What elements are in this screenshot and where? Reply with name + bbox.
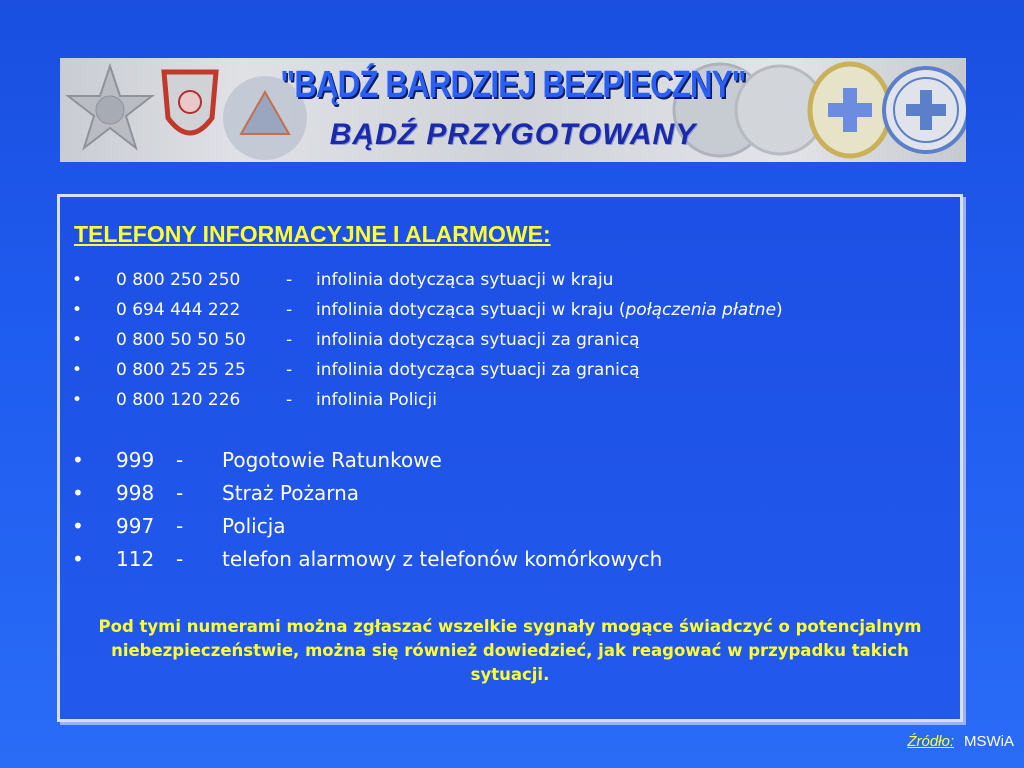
separator: -: [176, 481, 184, 505]
service-name: telefon alarmowy z telefonów komórkowych: [222, 547, 663, 571]
separator: -: [176, 448, 184, 472]
separator: -: [286, 270, 293, 290]
emergency-number: 997: [116, 514, 155, 538]
bullet: •: [72, 448, 84, 472]
line-description: [316, 295, 783, 325]
emergency-number: 112: [116, 547, 155, 571]
bullet: •: [72, 547, 84, 571]
emergency-number: 999: [116, 448, 155, 472]
line-description: infolinia dotycząca sytuacji za granicą: [316, 330, 640, 350]
header-banner: [60, 58, 966, 162]
list-item: [72, 444, 662, 477]
paid-call-note: połączenia płatne: [625, 300, 777, 320]
banner-title: "BĄDŹ BARDZIEJ BEZPIECZNY": [280, 64, 746, 106]
line-description: infolinia Policji: [316, 390, 437, 410]
bullet: •: [72, 300, 83, 320]
list-item: [72, 543, 662, 576]
emergency-phone-list: [72, 444, 662, 576]
service-name: Policja: [222, 514, 286, 538]
list-item: [72, 510, 662, 543]
banner-subtitle: BĄDŹ PRZYGOTOWANY: [329, 118, 697, 151]
phone-number: 0 800 250 250: [116, 270, 241, 290]
phone-number: 0 800 50 50 50: [116, 330, 246, 350]
separator: -: [286, 300, 293, 320]
line-text: infolinia dotycząca sytuacji w kraju (: [316, 300, 626, 320]
list-item: [72, 295, 783, 325]
list-item: [72, 355, 783, 385]
line-description: infolinia dotycząca sytuacji za granicą: [316, 360, 640, 380]
info-phone-list: [72, 265, 783, 415]
bullet: •: [72, 481, 84, 505]
bullet: •: [72, 270, 83, 290]
list-item: [72, 477, 662, 510]
separator: -: [286, 390, 293, 410]
source-label: Źródło:: [907, 733, 954, 750]
source-credit: [907, 733, 1014, 750]
phone-number: 0 694 444 222: [116, 300, 241, 320]
service-name: Straż Pożarna: [222, 481, 360, 505]
separator: -: [176, 547, 184, 571]
separator: -: [286, 360, 293, 380]
separator: -: [286, 330, 293, 350]
phone-number: 0 800 25 25 25: [116, 360, 246, 380]
list-item: [72, 385, 783, 415]
emergency-number: 998: [116, 481, 155, 505]
list-item: [72, 325, 783, 355]
panel-heading: TELEFONY INFORMACYJNE I ALARMOWE:: [74, 221, 551, 247]
source-value: MSWiA: [964, 733, 1014, 750]
service-name: Pogotowie Ratunkowe: [222, 448, 442, 472]
phone-number: 0 800 120 226: [116, 390, 241, 410]
bullet: •: [72, 360, 83, 380]
closing-paren: ): [776, 300, 783, 320]
footnote-text: Pod tymi numerami można zgłaszać wszelkie sygnały mogące świadczyć o potencjalnym niebezpieczeństwie, można się również dowiedzieć, jak reagować w przypadku takich sytuacji.: [98, 617, 922, 684]
info-panel: [57, 194, 963, 722]
separator: -: [176, 514, 184, 538]
line-description: infolinia dotycząca sytuacji w kraju: [316, 270, 614, 290]
bullet: •: [72, 330, 83, 350]
bullet: •: [72, 514, 84, 538]
bullet: •: [72, 390, 83, 410]
list-item: [72, 265, 783, 295]
